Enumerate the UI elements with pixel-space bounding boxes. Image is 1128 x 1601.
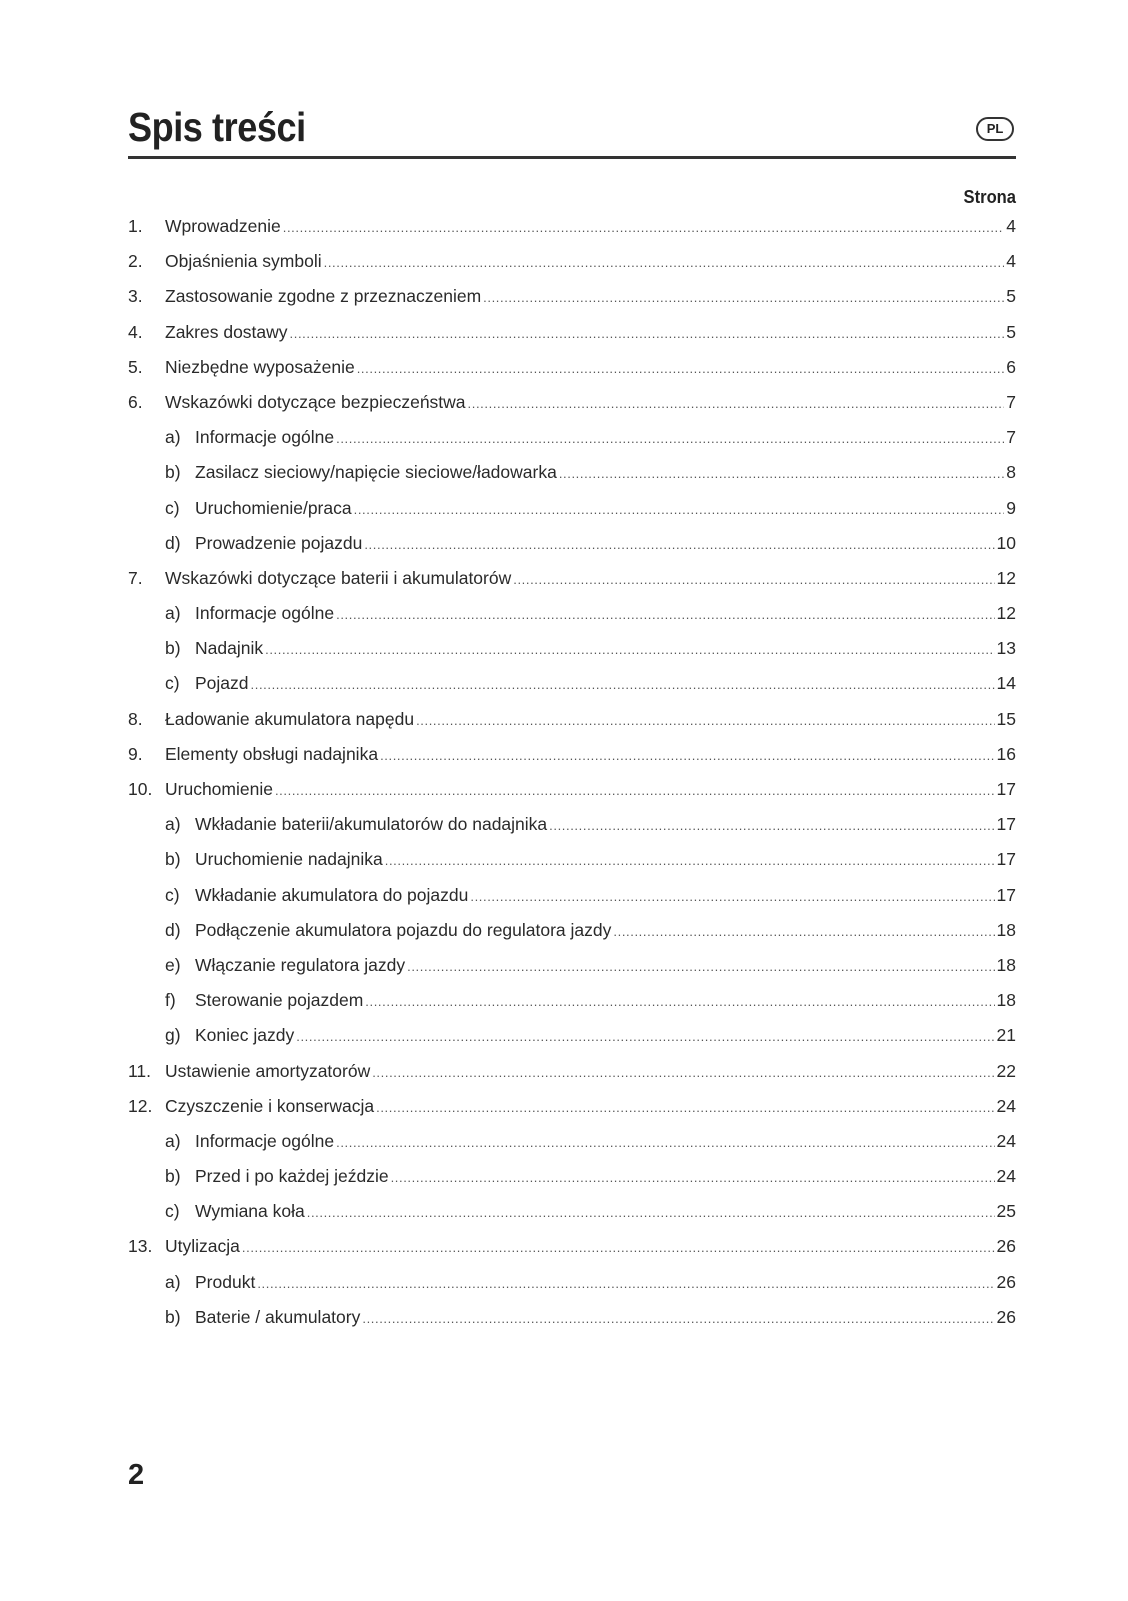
dot-leader [362,1311,994,1326]
toc-entry-number: c) [165,1201,180,1222]
toc-subentry[interactable] [128,462,1016,497]
toc-subentry[interactable] [128,814,1016,849]
toc-entry-number: b) [165,1166,181,1187]
language-badge: PL [976,117,1014,141]
toc-subentry[interactable] [128,533,1016,568]
dot-leader [365,994,994,1009]
toc-entry-page: 5 [1006,321,1016,342]
page-title: Spis treści [128,104,306,150]
title-divider [128,156,1016,159]
toc-subentry[interactable] [128,1201,1016,1236]
toc-entry[interactable] [128,286,1016,321]
dot-leader [357,361,1005,376]
toc-subentry[interactable] [128,885,1016,920]
toc-entry[interactable] [128,1096,1016,1131]
toc-entry-page: 14 [996,673,1016,694]
dot-leader [549,818,994,833]
toc-entry-page: 12 [996,567,1016,588]
toc-entry-page: 17 [996,814,1016,835]
toc-entry-page: 24 [996,1095,1016,1116]
toc-entry[interactable] [128,392,1016,427]
toc-entry-number: 9. [128,743,143,764]
toc-subentry[interactable] [128,498,1016,533]
toc-entry[interactable] [128,251,1016,286]
toc-entry-title: Uruchomienie nadajnika [195,849,383,870]
toc-entry-page: 9 [1006,497,1016,518]
toc-entry-number: f) [165,990,176,1011]
dot-leader [296,1029,994,1044]
toc-entry-number: c) [165,497,180,518]
toc-entry-page: 17 [996,779,1016,799]
toc-entry-title: Uruchomienie/praca [195,497,352,518]
toc-entry-number: e) [165,954,181,975]
toc-entry-title: Ładowanie akumulatora napędu [165,708,415,729]
toc-entry-number: b) [165,462,181,483]
toc-entry-page: 22 [996,1060,1016,1081]
toc-entry-title: Objaśnienia symboli [165,251,322,272]
toc-entry-page: 15 [996,708,1016,729]
toc-subentry[interactable] [128,673,1016,708]
toc-entry-page: 18 [996,919,1016,940]
dot-leader [275,783,995,798]
toc-entry-page: 4 [1006,216,1016,236]
toc-subentry[interactable] [128,849,1016,884]
toc-entry[interactable] [128,1236,1016,1271]
toc-entry-title: Utylizacja [165,1236,240,1257]
toc-entry-page: 26 [996,1236,1016,1257]
toc-entry-title: Koniec jazdy [195,1025,295,1046]
toc-entry-number: 10. [128,779,153,799]
toc-entry-title: Pojazd [195,673,249,694]
toc-entry-title: Elementy obsługi nadajnika [165,743,379,764]
toc-entry-number: b) [165,638,181,659]
toc-subentry[interactable] [128,920,1016,955]
toc-entry-page: 26 [996,1306,1016,1327]
dot-leader [380,748,994,763]
toc-entry-number: b) [165,1306,181,1327]
toc-entry-number: a) [165,427,181,448]
toc-entry-title: Prowadzenie pojazdu [195,532,363,553]
dot-leader [376,1100,994,1115]
toc-entry-page: 25 [996,1201,1016,1222]
toc-entry-title: Podłączenie akumulatora pojazdu do regulatora jazdy [195,919,612,940]
toc-entry[interactable] [128,709,1016,744]
toc-entry-number: 11. [128,1060,152,1081]
dot-leader [257,1276,994,1291]
toc-entry-page: 18 [996,954,1016,975]
dot-leader [468,396,1005,411]
toc-entry-number: 2. [128,251,143,272]
dot-leader [613,924,994,939]
toc-entry-title: Zastosowanie zgodne z przeznaczeniem [165,286,482,307]
toc-entry-title: Informacje ogólne [195,427,335,448]
toc-entry-title: Uruchomienie [165,779,273,799]
dot-leader [470,889,994,904]
toc-subentry[interactable] [128,990,1016,1025]
toc-entry[interactable] [128,779,1016,814]
toc-entry-number: a) [165,1271,181,1292]
toc-entry-number: b) [165,849,181,870]
toc-entry-title: Wprowadzenie [165,216,281,236]
toc-entry-title: Informacje ogólne [195,1130,335,1151]
dot-leader [336,1135,994,1150]
dot-leader [407,959,994,974]
toc-entry-number: 3. [128,286,143,307]
toc-entry-number: c) [165,884,180,905]
toc-entry-title: Zasilacz sieciowy/napięcie sieciowe/ładowarka [195,462,557,483]
toc-entry[interactable] [128,216,1016,251]
toc-entry-page: 4 [1006,251,1016,272]
dot-leader [391,1170,995,1185]
toc-entry-title: Wkładanie akumulatora do pojazdu [195,884,469,905]
toc-entry-number: g) [165,1025,181,1046]
toc-subentry[interactable] [128,427,1016,462]
toc-entry-title: Produkt [195,1271,256,1292]
toc-entry-page: 7 [1006,391,1016,412]
toc-entry-number: c) [165,673,180,694]
toc-entry-title: Zakres dostawy [165,321,288,342]
toc-entry[interactable] [128,744,1016,779]
toc-entry-number: 8. [128,708,143,729]
dot-leader [242,1240,995,1255]
toc-entry-title: Wskazówki dotyczące bezpieczeństwa [165,391,466,412]
dot-leader [290,326,1005,341]
toc-subentry[interactable] [128,638,1016,673]
toc-entry-title: Nadajnik [195,638,264,659]
toc-entry-number: d) [165,532,181,553]
dot-leader [307,1205,995,1220]
toc-entry-title: Wskazówki dotyczące baterii i akumulatorów [165,567,512,588]
toc-entry-number: 12. [128,1095,153,1116]
dot-leader [265,642,994,657]
toc-entry-title: Wymiana koła [195,1201,305,1222]
toc-entry-title: Czyszczenie i konserwacja [165,1095,375,1116]
toc-entry-number: 6. [128,391,143,412]
toc-entry-page: 8 [1006,462,1016,483]
toc-subentry[interactable] [128,955,1016,990]
toc-entry-page: 10 [996,532,1016,553]
dot-leader [372,1065,994,1080]
toc-entry-number: a) [165,1130,181,1151]
toc-entry-page: 24 [996,1130,1016,1151]
toc-entry-number: 1. [128,216,143,236]
toc-entry-page: 5 [1006,286,1016,307]
toc-entry-page: 24 [996,1166,1016,1187]
toc-entry-number: 13. [128,1236,153,1257]
toc-entry-title: Włączanie regulatora jazdy [195,954,406,975]
toc-entry-page: 13 [996,638,1016,659]
page-number: 2 [128,1459,145,1491]
toc-entry[interactable] [128,322,1016,357]
dot-leader [364,537,994,552]
toc-subentry[interactable] [128,1272,1016,1307]
toc-entry-title: Informacje ogólne [195,603,335,624]
dot-leader [336,607,994,622]
toc-entry-page: 7 [1006,427,1016,448]
toc-entry-page: 26 [996,1271,1016,1292]
dot-leader [283,220,1005,235]
toc-entry-title: Baterie / akumulatory [195,1306,361,1327]
dot-leader [513,572,994,587]
toc-subentry[interactable] [128,1166,1016,1201]
toc-entry-number: d) [165,919,181,940]
toc-entry-page: 18 [996,990,1016,1011]
dot-leader [559,466,1004,481]
toc-entry-number: 4. [128,321,143,342]
toc-entry-title: Ustawienie amortyzatorów [165,1060,371,1081]
dot-leader [385,853,995,868]
dot-leader [354,502,1005,517]
toc-subentry[interactable] [128,1131,1016,1166]
dot-leader [324,255,1005,270]
toc-entry-title: Niezbędne wyposażenie [165,356,355,377]
toc-subentry[interactable] [128,1025,1016,1060]
toc-entry-number: a) [165,814,181,835]
toc-entry-page: 12 [996,603,1016,624]
toc-subentry[interactable] [128,1307,1016,1342]
toc-entry[interactable] [128,568,1016,603]
dot-leader [483,290,1004,305]
toc-entry-page: 6 [1006,356,1016,377]
toc-entry-title: Przed i po każdej jeździe [195,1166,389,1187]
toc-entry-title: Wkładanie baterii/akumulatorów do nadajnika [195,814,548,835]
table-of-contents [128,216,1016,1342]
toc-entry-title: Sterowanie pojazdem [195,990,364,1011]
toc-entry-page: 17 [996,849,1016,870]
dot-leader [336,431,1004,446]
toc-entry-page: 16 [996,743,1016,764]
dot-leader [251,677,995,692]
toc-entry-page: 21 [996,1025,1016,1046]
page-column-label: Strona [963,187,1016,207]
toc-entry-number: 7. [128,567,143,588]
toc-entry-number: a) [165,603,181,624]
toc-entry-number: 5. [128,356,143,377]
toc-entry[interactable] [128,357,1016,392]
toc-subentry[interactable] [128,603,1016,638]
toc-entry-page: 17 [996,884,1016,905]
dot-leader [416,713,994,728]
toc-entry[interactable] [128,1061,1016,1096]
